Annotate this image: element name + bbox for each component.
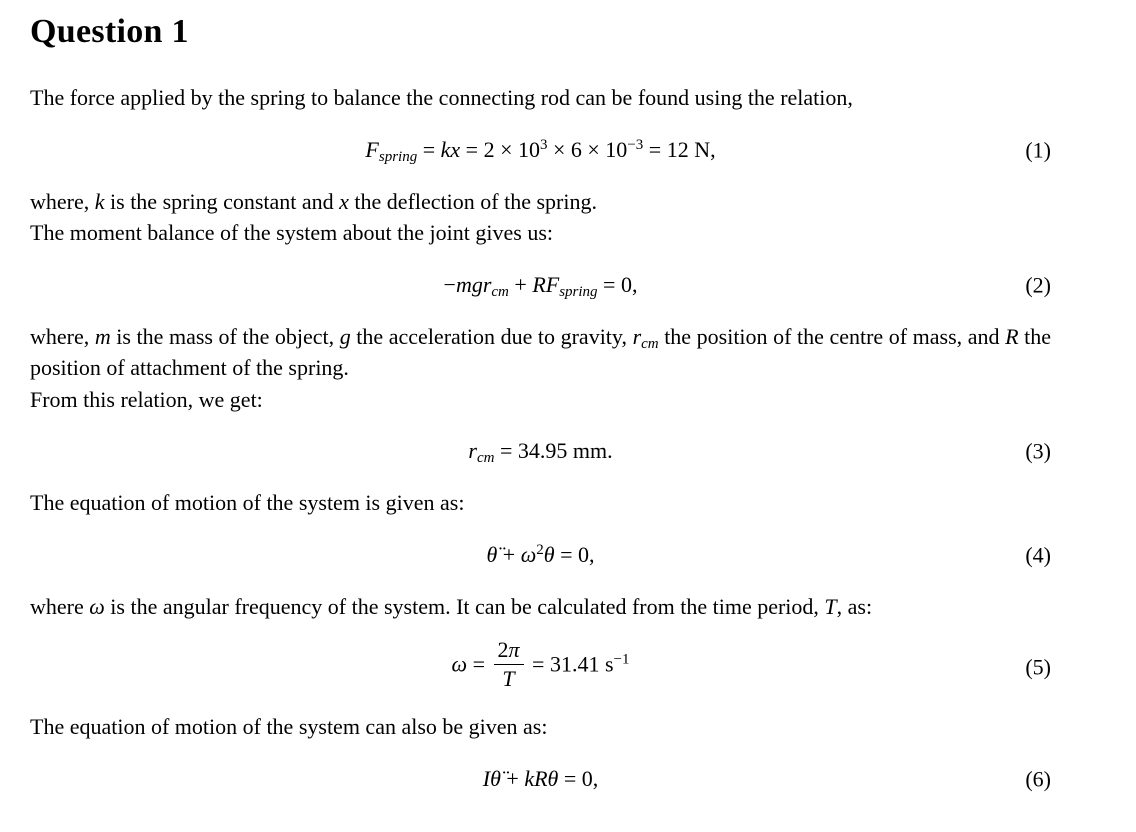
math-term: RF xyxy=(532,271,560,297)
math-term-theta-ddot: θ̈ xyxy=(486,541,498,567)
fraction-denominator: T xyxy=(502,666,515,691)
math-var-x: x xyxy=(339,188,349,214)
math-subscript: cm xyxy=(476,450,495,466)
math-superscript: −1 xyxy=(613,651,630,668)
math-subscript: spring xyxy=(378,148,418,165)
equation-6-math xyxy=(483,763,599,795)
math-term: × 6 × 10 xyxy=(547,136,628,162)
paragraph-eq-motion-alt: The equation of motion of the system can also be given as: xyxy=(30,714,548,739)
math-term: r xyxy=(468,438,477,464)
text-run: , as: xyxy=(836,593,873,619)
math-term: = 0, xyxy=(554,541,595,567)
math-term-omega: ω xyxy=(451,651,468,677)
math-subscript: cm xyxy=(641,335,659,352)
equation-1-math xyxy=(365,134,715,166)
equation-1 xyxy=(30,132,1051,168)
math-term-pi: π xyxy=(508,637,520,662)
text-run: the deflection of the spring. xyxy=(348,188,597,214)
math-superscript: −3 xyxy=(627,136,644,153)
math-term: = 34.95 mm. xyxy=(494,438,613,464)
paragraph-moment-balance: The moment balance of the system about the joint gives us: xyxy=(30,220,553,245)
math-term-theta: θ xyxy=(543,541,555,567)
paragraph-from-relation: From this relation, we get: xyxy=(30,386,263,412)
text-run: is the spring constant and xyxy=(104,188,340,214)
math-superscript: 3 xyxy=(539,136,548,153)
math-term-omega: ω xyxy=(520,541,537,567)
equation-6 xyxy=(30,761,1051,797)
math-term: mgr xyxy=(455,271,492,297)
equation-3-number: (3) xyxy=(1025,438,1051,464)
math-var-T: T xyxy=(824,593,837,619)
math-var-omega: ω xyxy=(89,593,105,619)
equation-5-math xyxy=(451,637,630,693)
math-fraction xyxy=(494,638,524,691)
math-term: = xyxy=(467,651,491,677)
math-term: = 12 N, xyxy=(643,136,716,162)
paragraph-spring-constant xyxy=(30,186,1051,218)
equation-2-math xyxy=(444,269,638,301)
math-term: = xyxy=(417,136,441,162)
equation-5-number: (5) xyxy=(1025,653,1051,679)
text-run: where, xyxy=(30,188,95,214)
math-term: + xyxy=(497,541,521,567)
paragraph-angular-frequency xyxy=(30,591,1051,623)
equation-3 xyxy=(30,433,1051,469)
math-subscript: spring xyxy=(559,283,598,300)
text-run: the position of the centre of mass, and xyxy=(658,323,1006,349)
math-term: F xyxy=(365,136,379,162)
text-run: the acceleration due to gravity, xyxy=(350,323,633,349)
math-var-k: k xyxy=(94,188,105,214)
math-var-g: g xyxy=(339,323,351,349)
math-term: kRθ xyxy=(524,765,559,791)
math-term: 2 xyxy=(497,637,509,662)
text-run: the position of attachment of the spring. xyxy=(30,323,1051,380)
paragraph-intro: The force applied by the spring to balance the connecting rod can be found using the relation, xyxy=(30,85,853,110)
text-run: is the mass of the object, xyxy=(110,323,340,349)
math-term: − xyxy=(443,271,456,297)
document-page xyxy=(30,0,1051,797)
text-run: where xyxy=(30,593,90,619)
question-title: Question 1 xyxy=(30,13,189,50)
math-subscript: cm xyxy=(491,283,509,300)
math-term: = 2 × 10 xyxy=(460,136,540,162)
math-term: + xyxy=(500,765,525,791)
equation-2-number: (2) xyxy=(1025,271,1051,297)
equation-4-number: (4) xyxy=(1025,541,1051,567)
equation-2 xyxy=(30,267,1051,303)
math-term: = 0, xyxy=(597,271,638,297)
math-term: Iθ̈ xyxy=(482,765,501,791)
equation-4-math xyxy=(486,539,594,571)
fraction-numerator xyxy=(494,638,524,665)
equation-6-number: (6) xyxy=(1025,765,1051,791)
math-term: = 31.41 s xyxy=(526,651,614,677)
text-run: is the angular frequency of the system. It can be calculated from the time period, xyxy=(104,593,825,619)
equation-1-number: (1) xyxy=(1025,136,1051,162)
math-var-m: m xyxy=(94,323,111,349)
paragraph-mass-gravity xyxy=(30,321,1051,384)
paragraph-eq-motion: The equation of motion of the system is given as: xyxy=(30,490,465,515)
math-var-r: r xyxy=(632,323,642,349)
equation-3-math xyxy=(468,435,612,467)
math-term: + xyxy=(508,271,533,297)
equation-4 xyxy=(30,537,1051,573)
text-run: where, xyxy=(30,323,95,349)
math-superscript: 2 xyxy=(536,541,544,558)
math-var-R: R xyxy=(1005,323,1019,349)
math-term: kx xyxy=(440,136,461,162)
math-term: = 0, xyxy=(558,765,599,791)
equation-5 xyxy=(30,637,1051,693)
